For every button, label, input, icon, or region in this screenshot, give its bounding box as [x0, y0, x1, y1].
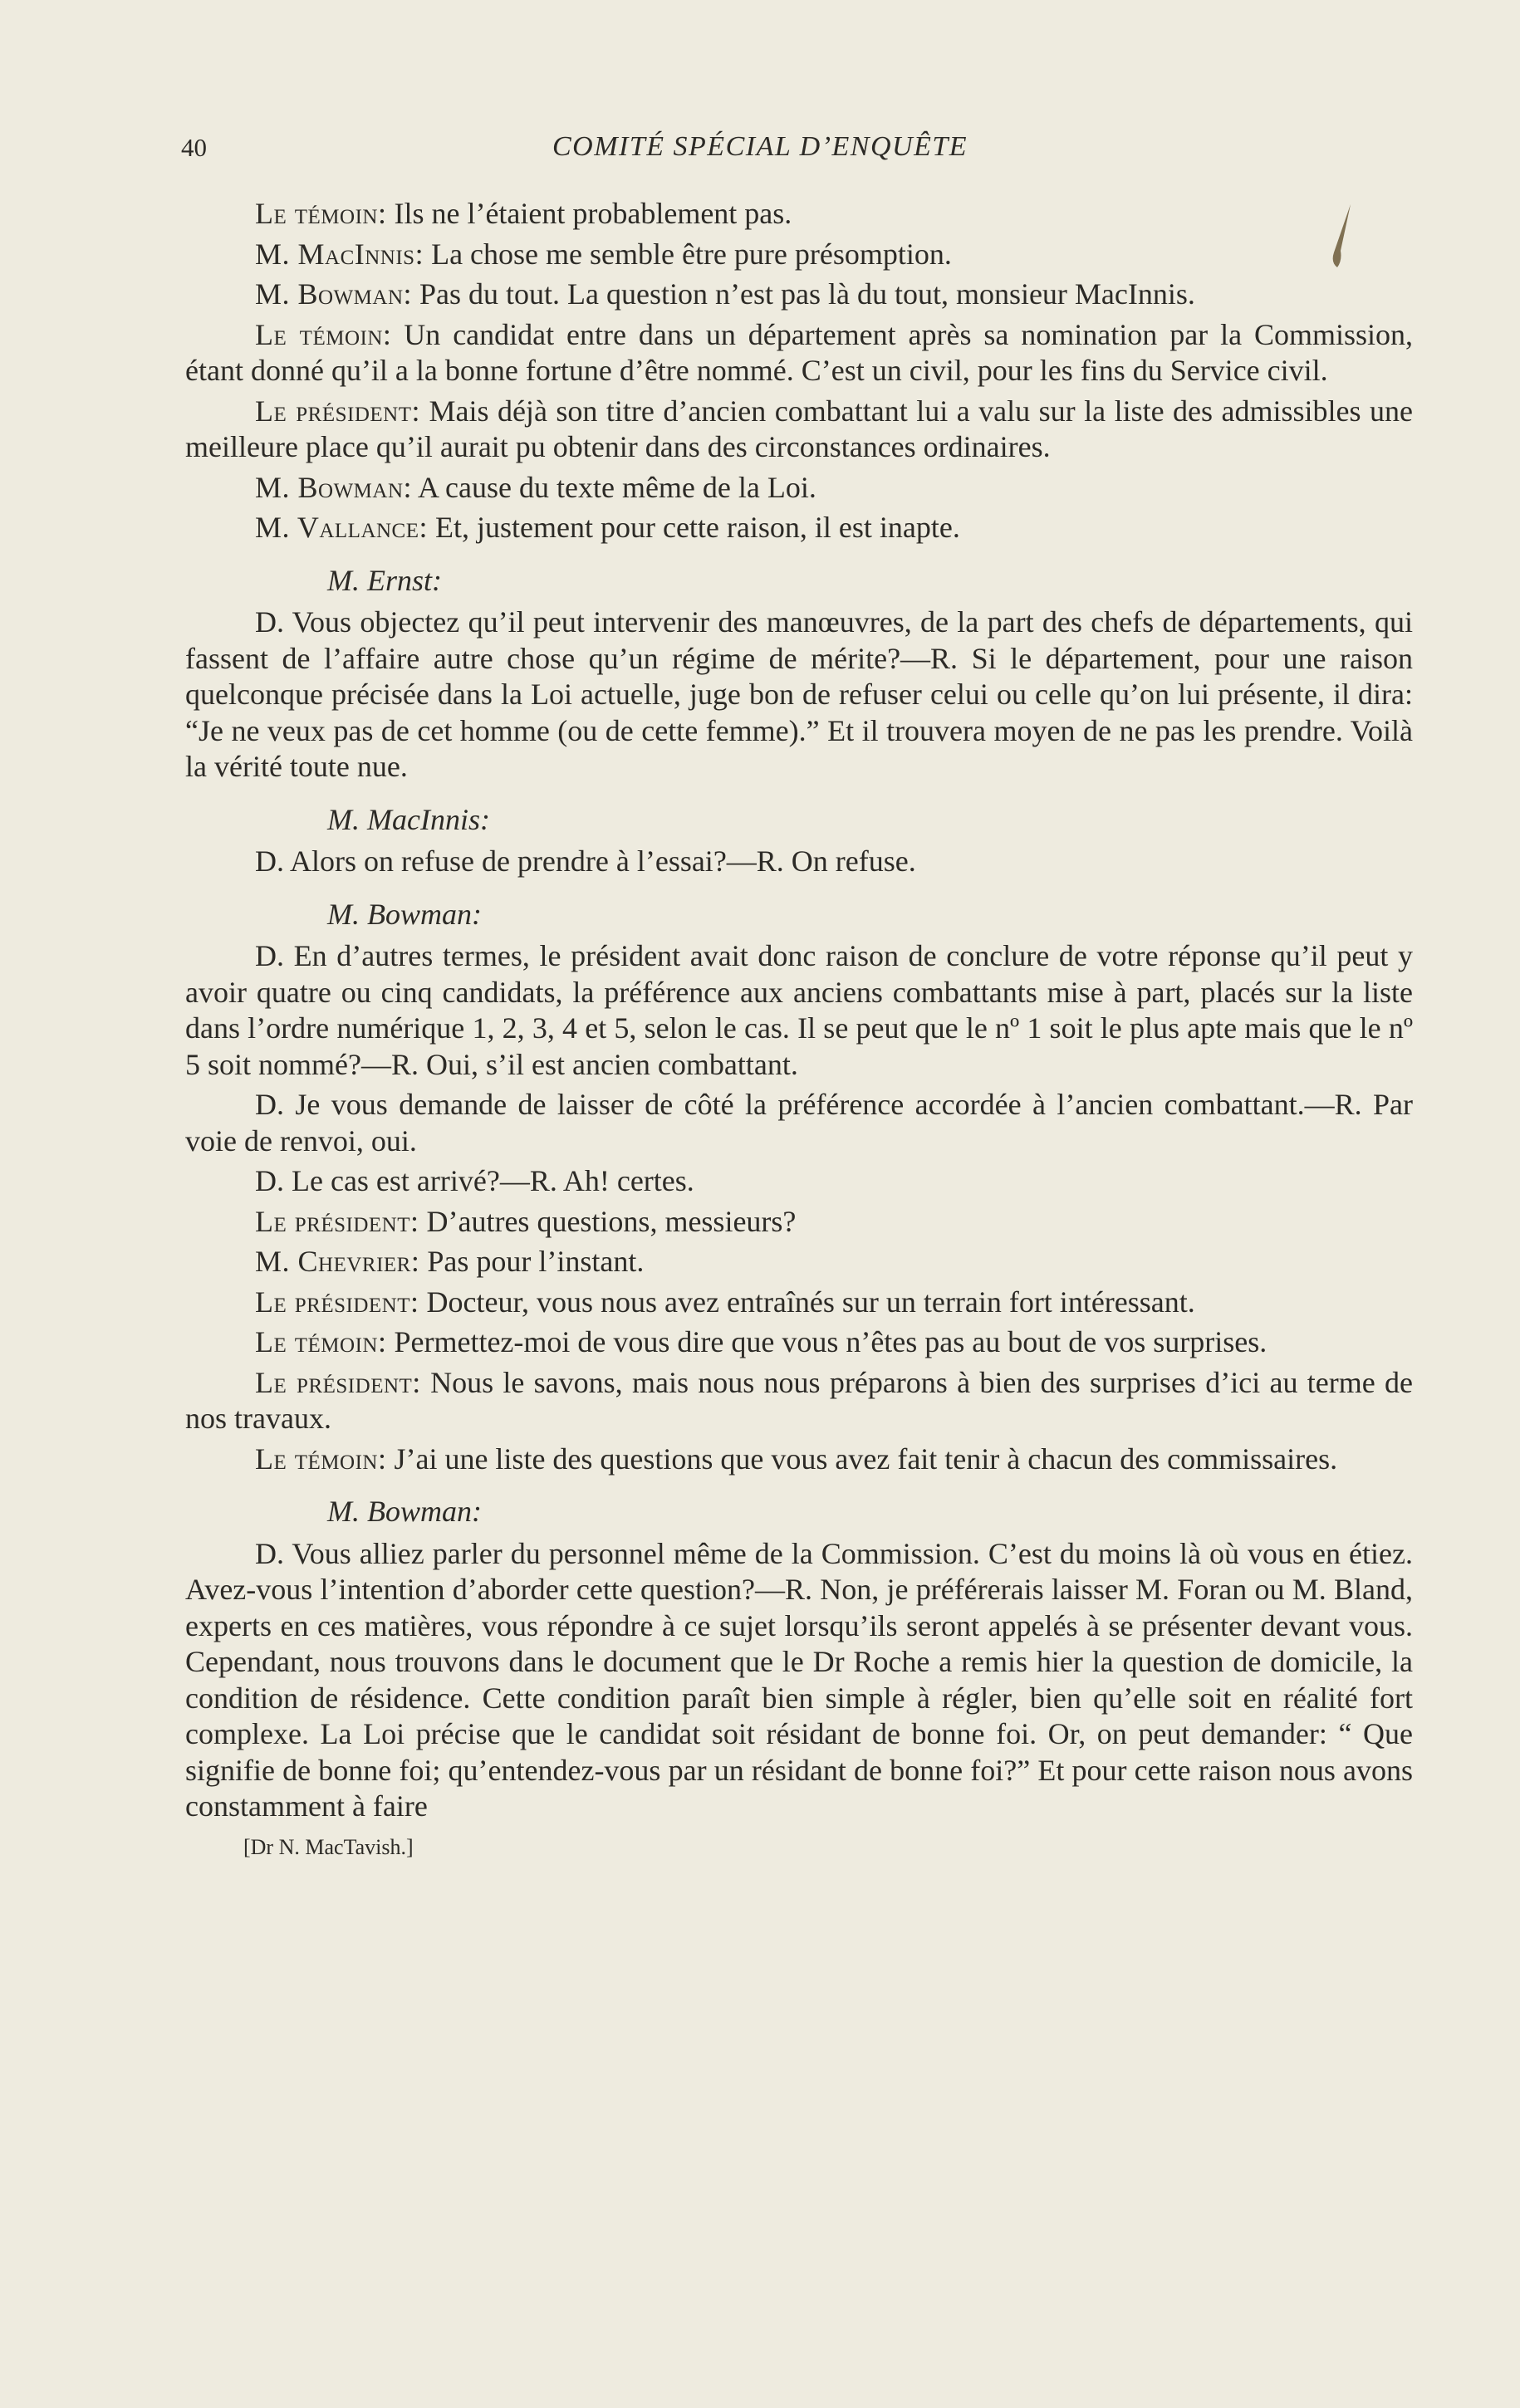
section-heading: M. MacInnis:: [327, 802, 490, 836]
paragraph-text: Pas du tout. La question n’est pas là du tout, monsieur MacInnis.: [412, 277, 1195, 311]
paragraph-text: Et, justement pour cette raison, il est inapte.: [428, 511, 960, 544]
speaker-label: Le témoin:: [255, 197, 387, 230]
speaker-label: Le président:: [255, 1285, 419, 1319]
paragraph: [185, 1441, 1413, 1478]
paragraph: [185, 1324, 1413, 1361]
paragraph: D. En d’autres termes, le président avait donc raison de conclure de votre réponse qu’il peut y avoir quatre ou cinq candidats, la préférence aux anciens combattants mise à part, placés sur la liste dans l’ordre numérique 1, 2, 3, 4 et 5, selon le cas. Il se peut que le nº 1 soit le plus apte mais que le nº 5 soit nommé?—R. Oui, s’il est ancien combattant.: [185, 939, 1413, 1081]
speaker-label: Le président:: [255, 1204, 419, 1238]
paragraph: [185, 237, 1413, 273]
speaker-label: Le président:: [255, 394, 420, 428]
paragraph-text: Un candidat entre dans un département après sa nomination par la Commission, étant donné qu’il a la bonne fortune d’être nommé. C’est un civil, pour les fins du Service civil.: [185, 317, 1414, 387]
section-heading: M. Bowman:: [327, 1495, 482, 1528]
paragraph-text: La chose me semble être pure présomption.: [424, 237, 952, 271]
paragraph: [185, 1204, 1413, 1241]
paragraph: D. Le cas est arrivé?—R. Ah! certes.: [255, 1164, 694, 1197]
paragraph: [185, 470, 1413, 507]
paragraph-text: J’ai une liste des questions que vous avez fait tenir à chacun des commissaires.: [386, 1441, 1338, 1476]
footer-speaker-note: [Dr N. MacTavish.]: [243, 1834, 414, 1859]
paragraph: [185, 394, 1413, 466]
paragraph-text: Docteur, vous nous avez entraînés sur un terrain fort intéressant.: [419, 1285, 1195, 1319]
running-head: COMITÉ SPÉCIAL D’ENQUÊTE: [552, 131, 968, 162]
paragraph: [185, 510, 1413, 546]
speaker-label: Le témoin:: [255, 317, 392, 351]
speaker-label: M. Vallance:: [255, 511, 429, 544]
speaker-label: M. MacInnis:: [255, 237, 424, 271]
paragraph-text: A cause du texte même de la Loi.: [412, 470, 816, 504]
paragraph: [185, 196, 1413, 232]
speaker-label: Le témoin:: [255, 1441, 387, 1476]
paragraph-text: D’autres questions, messieurs?: [419, 1204, 797, 1238]
paragraph: D. Alors on refuse de prendre à l’essai?—R. On refuse.: [255, 844, 916, 878]
paragraph: D. Vous alliez parler du personnel même de la Commission. C’est du moins là où vous en étiez. Avez-vous l’intention d’aborder cette question?—R. Non, je préférerais laisser M. Foran ou M. Bland, experts en ces matières, vous répondre à ce sujet lorsqu’ils seront appelés à se présenter devant vous. Cependant, nous trouvons dans le document que le Dr Roche a remis hier la question de domicile, la condition de résidence. Cette condition paraît bien simple à régler, bien qu’elle soit en réalité fort complexe. La Loi précise que le candidat soit résidant de bonne foi. Or, on peut demander: “ Que signifie de bonne foi; qu’entendez-vous par un résidant de bonne foi?” Et pour cette raison nous avons constamment à faire: [185, 1536, 1413, 1823]
paragraph-text: Ils ne l’étaient probablement pas.: [386, 197, 792, 230]
paragraph: D. Je vous demande de laisser de côté la préférence accordée à l’ancien combattant.—R. Par voie de renvoi, oui.: [185, 1088, 1413, 1158]
speaker-label: M. Chevrier:: [255, 1245, 420, 1278]
speaker-label: M. Bowman:: [255, 470, 413, 504]
speaker-label: Le témoin:: [255, 1325, 387, 1358]
paragraph: [185, 1244, 1413, 1280]
paragraph-text: Mais déjà son titre d’ancien combattant lui a valu sur la liste des admissibles une meilleure place qu’il aurait pu obtenir dans des circonstances ordinaires.: [185, 394, 1413, 463]
paragraph-text: Pas pour l’instant.: [419, 1245, 645, 1278]
paragraph: [185, 1365, 1413, 1437]
text-body: [185, 196, 1413, 1865]
paragraph: D. Vous objectez qu’il peut intervenir des manœuvres, de la part des chefs de départements, qui fassent de l’affaire autre chose qu’un régime de mérite?—R. Si le département, pour une raison quelconque précisée dans la Loi actuelle, juge bon de refuser celui ou celle qu’on lui présente, il dira: “Je ne veux pas de cet homme (ou de cette femme).” Et il trouvera moyen de ne pas les prendre. Voilà la vérité toute nue.: [185, 605, 1413, 783]
paragraph: [185, 1285, 1413, 1321]
section-heading: M. Bowman:: [327, 897, 482, 931]
paragraph-text: Permettez-moi de vous dire que vous n’êtes pas au bout de vos surprises.: [386, 1325, 1267, 1358]
page-number: 40: [181, 133, 207, 162]
section-heading: M. Ernst:: [327, 563, 442, 597]
speaker-label: M. Bowman:: [255, 277, 413, 311]
paragraph: [185, 317, 1413, 389]
paragraph: [185, 277, 1413, 313]
paragraph-text: Nous le savons, mais nous nous préparons à bien des surprises d’ici au terme de nos travaux.: [185, 1365, 1413, 1435]
speaker-label: Le président:: [255, 1365, 421, 1399]
